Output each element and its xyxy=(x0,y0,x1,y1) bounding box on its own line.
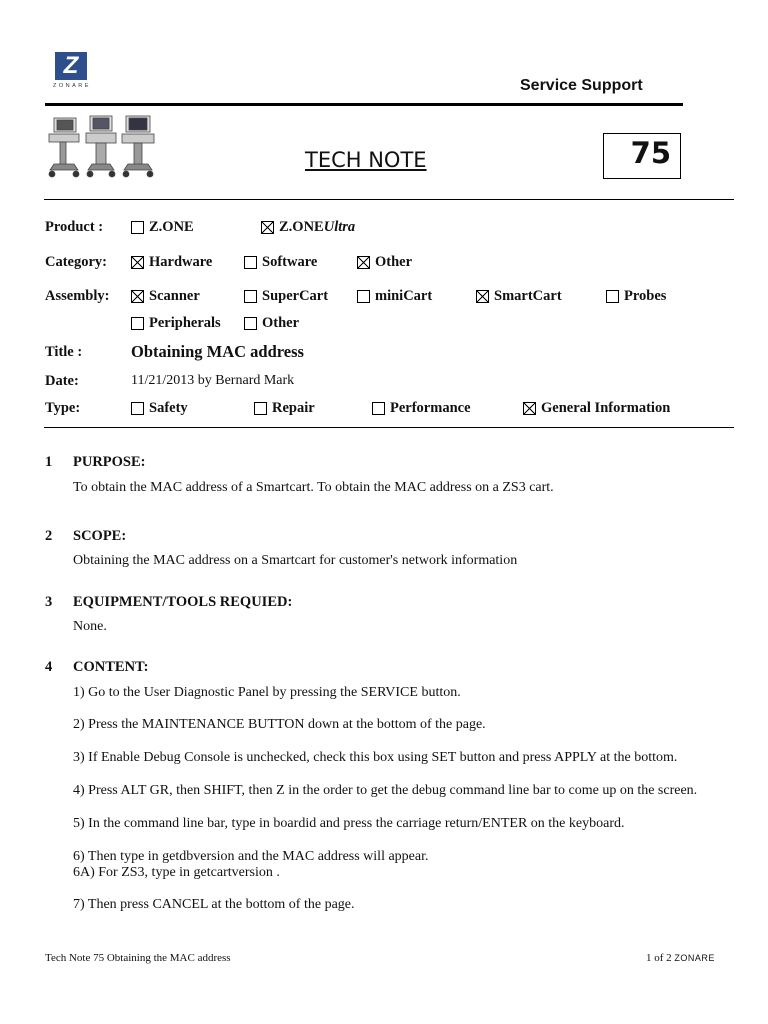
category-option-other[interactable]: Other xyxy=(357,254,412,271)
footer-page-info xyxy=(646,952,715,964)
checkbox[interactable] xyxy=(244,317,257,330)
content-step: 7) Then press CANCEL at the bottom of the page. xyxy=(73,897,355,912)
checkbox-checked[interactable] xyxy=(476,290,489,303)
section-number: 1 xyxy=(45,454,53,470)
checkbox-checked[interactable] xyxy=(131,290,144,303)
checkbox[interactable] xyxy=(357,290,370,303)
footer-doc-title: Tech Note 75 Obtaining the MAC address xyxy=(45,952,231,964)
footer-brand: ZONARE xyxy=(674,953,715,963)
type-option-safety[interactable]: Safety xyxy=(131,400,188,417)
checkbox[interactable] xyxy=(244,290,257,303)
category-option-software[interactable]: Software xyxy=(244,254,317,271)
section-heading-content: CONTENT: xyxy=(73,659,149,675)
section-heading-equipment: EQUIPMENT/TOOLS REQUIED: xyxy=(73,594,293,610)
content-step: 5) In the command line bar, type in boardid and press the carriage return/ENTER on the keyboard. xyxy=(73,816,625,831)
category-option-hardware[interactable]: Hardware xyxy=(131,254,212,271)
section-number: 4 xyxy=(45,659,53,675)
checkbox[interactable] xyxy=(372,402,385,415)
product-label: Product : xyxy=(45,219,104,235)
date-label: Date: xyxy=(45,373,79,389)
content-step: 6) Then type in getdbversion and the MAC address will appear. xyxy=(73,849,429,864)
type-option-general-information[interactable]: General Information xyxy=(523,400,670,417)
tech-note-heading: TECH NOTE xyxy=(305,148,427,172)
equipment-text: None. xyxy=(73,619,107,634)
title-value: Obtaining MAC address xyxy=(131,342,304,361)
assembly-option-scanner[interactable]: Scanner xyxy=(131,288,200,305)
zonare-logo xyxy=(55,52,87,80)
section-heading-scope: SCOPE: xyxy=(73,528,127,544)
scope-text: Obtaining the MAC address on a Smartcart for customer's network information xyxy=(73,553,518,568)
checkbox-checked[interactable] xyxy=(131,256,144,269)
ultrasound-carts-image xyxy=(44,114,156,180)
header-rule xyxy=(45,103,683,106)
checkbox[interactable] xyxy=(131,221,144,234)
date-value: 11/21/2013 by Bernard Mark xyxy=(131,373,295,388)
product-option-zone[interactable]: Z.ONE xyxy=(131,219,194,236)
checkbox-checked[interactable] xyxy=(523,402,536,415)
tech-note-number: 75 xyxy=(603,133,681,179)
assembly-option-other[interactable]: Other xyxy=(244,315,299,332)
type-option-repair[interactable]: Repair xyxy=(254,400,315,417)
assembly-option-peripherals[interactable]: Peripherals xyxy=(131,315,221,332)
category-label: Category: xyxy=(45,254,108,270)
divider-top xyxy=(44,199,734,200)
checkbox[interactable] xyxy=(131,317,144,330)
checkbox[interactable] xyxy=(254,402,267,415)
type-option-performance[interactable]: Performance xyxy=(372,400,471,417)
checkbox[interactable] xyxy=(606,290,619,303)
checkbox-checked[interactable] xyxy=(357,256,370,269)
content-step: 1) Go to the User Diagnostic Panel by pressing the SERVICE button. xyxy=(73,685,461,700)
assembly-option-smartcart[interactable]: SmartCart xyxy=(476,288,562,305)
purpose-text: To obtain the MAC address of a Smartcart. To obtain the MAC address on a ZS3 cart. xyxy=(73,480,554,495)
section-heading-purpose: PURPOSE: xyxy=(73,454,146,470)
assembly-option-supercart[interactable]: SuperCart xyxy=(244,288,328,305)
content-step: 3) If Enable Debug Console is unchecked, check this box using SET button and press APPLY at the bottom. xyxy=(73,750,678,765)
content-step: 4) Press ALT GR, then SHIFT, then Z in the order to get the debug command line bar to come up on the screen. xyxy=(73,783,698,798)
logo-text: ZONARE xyxy=(53,83,91,89)
checkbox-checked[interactable] xyxy=(261,221,274,234)
assembly-option-probes[interactable]: Probes xyxy=(606,288,666,305)
type-label: Type: xyxy=(45,400,81,416)
checkbox[interactable] xyxy=(244,256,257,269)
product-option-zone-ultra[interactable]: Z.ONE Ultra xyxy=(261,219,355,236)
checkbox[interactable] xyxy=(131,402,144,415)
content-step: 2) Press the MAINTENANCE BUTTON down at the bottom of the page. xyxy=(73,717,486,732)
title-label: Title : xyxy=(45,344,83,360)
content-step: 6A) For ZS3, type in getcartversion . xyxy=(73,865,280,880)
divider-bottom xyxy=(44,427,734,428)
logo-mark: Z xyxy=(63,52,79,79)
section-number: 3 xyxy=(45,594,53,610)
service-support-title: Service Support xyxy=(520,77,643,94)
assembly-label: Assembly: xyxy=(45,288,110,304)
page-number: 1 of 2 xyxy=(646,952,672,964)
assembly-option-minicart[interactable]: miniCart xyxy=(357,288,432,305)
section-number: 2 xyxy=(45,528,53,544)
